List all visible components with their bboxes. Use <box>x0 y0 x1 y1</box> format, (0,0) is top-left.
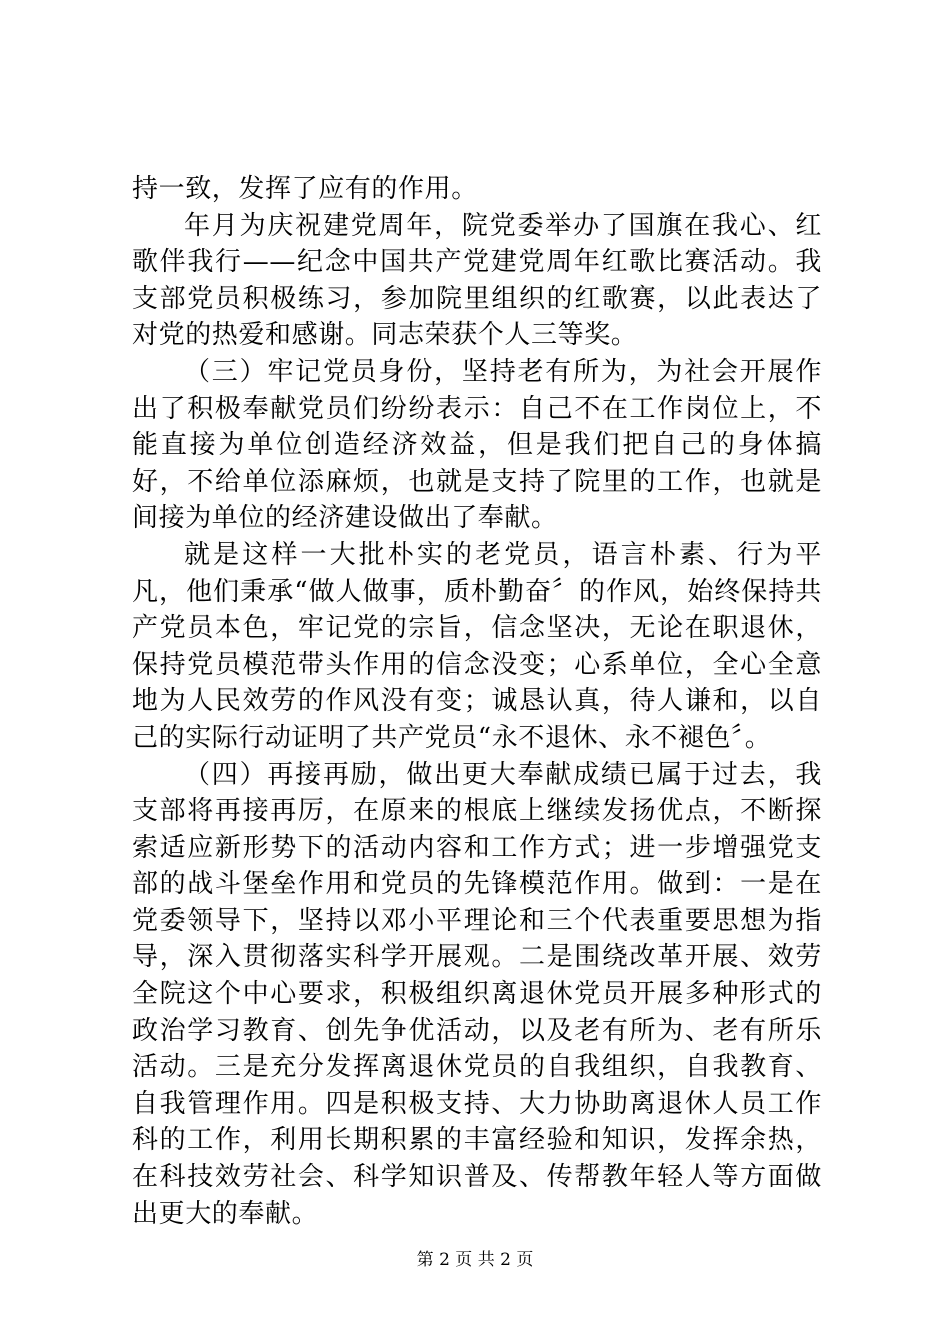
paragraph-section-four: （四）再接再励，做出更大奉献成绩已属于过去，我支部将再接再厉，在原来的根底上继续发扬优点，不断探索适应新形势下的活动内容和工作方式；进一步增强党支部的战斗堡垒作用和党员的先锋模范作用。做到：一是在党委领导下，坚持以邓小平理论和三个代表重要思想为指导，深入贯彻落实科学开展观。二是围绕改革开展、效劳全院这个中心要求，积极组织离退休党员开展多种形式的政治学习教育、创先争优活动，以及老有所为、老有所乐活动。三是充分发挥离退休党员的自我组织，自我教育、自我管理作用。四是积极支持、大力协助离退休人员工作科的工作，利用长期积累的丰富经验和知识，发挥余热，在科技效劳社会、科学知识普及、传帮教年轻人等方面做出更大的奉献。 <box>132 759 822 1229</box>
paragraph-veteran-members: 就是这样一大批朴实的老党员，语言朴素、行为平凡，他们秉承“做人做事，质朴勤奋〞的作风，始终保持共产党员本色，牢记党的宗旨，信念坚决，无论在职退休，保持党员模范带头作用的信念没变；心系单位，全心全意地为人民效劳的作风没有变；诚恳认真，待人谦和，以自己的实际行动证明了共产党员“永不退休、永不褪色〞。 <box>132 539 822 753</box>
page-number-footer: 第 2 页 共 2 页 <box>416 1250 534 1270</box>
paragraph-red-song-contest: 年月为庆祝建党周年，院党委举办了国旗在我心、红歌伴我行——纪念中国共产党建党周年红歌比赛活动。我支部党员积极练习，参加院里组织的红歌赛，以此表达了对党的热爱和感谢。同志荣获个人三等奖。 <box>132 210 822 351</box>
paragraph-section-three: （三）牢记党员身份，坚持老有所为，为社会开展作出了积极奉献党员们纷纷表示：自己不在工作岗位上，不能直接为单位创造经济效益，但是我们把自己的身体搞好，不给单位添麻烦，也就是支持了院里的工作，也就是间接为单位的经济建设做出了奉献。 <box>132 356 822 534</box>
document-body <box>132 171 822 1232</box>
paragraph-continuation: 持一致，发挥了应有的作用。 <box>132 174 478 204</box>
